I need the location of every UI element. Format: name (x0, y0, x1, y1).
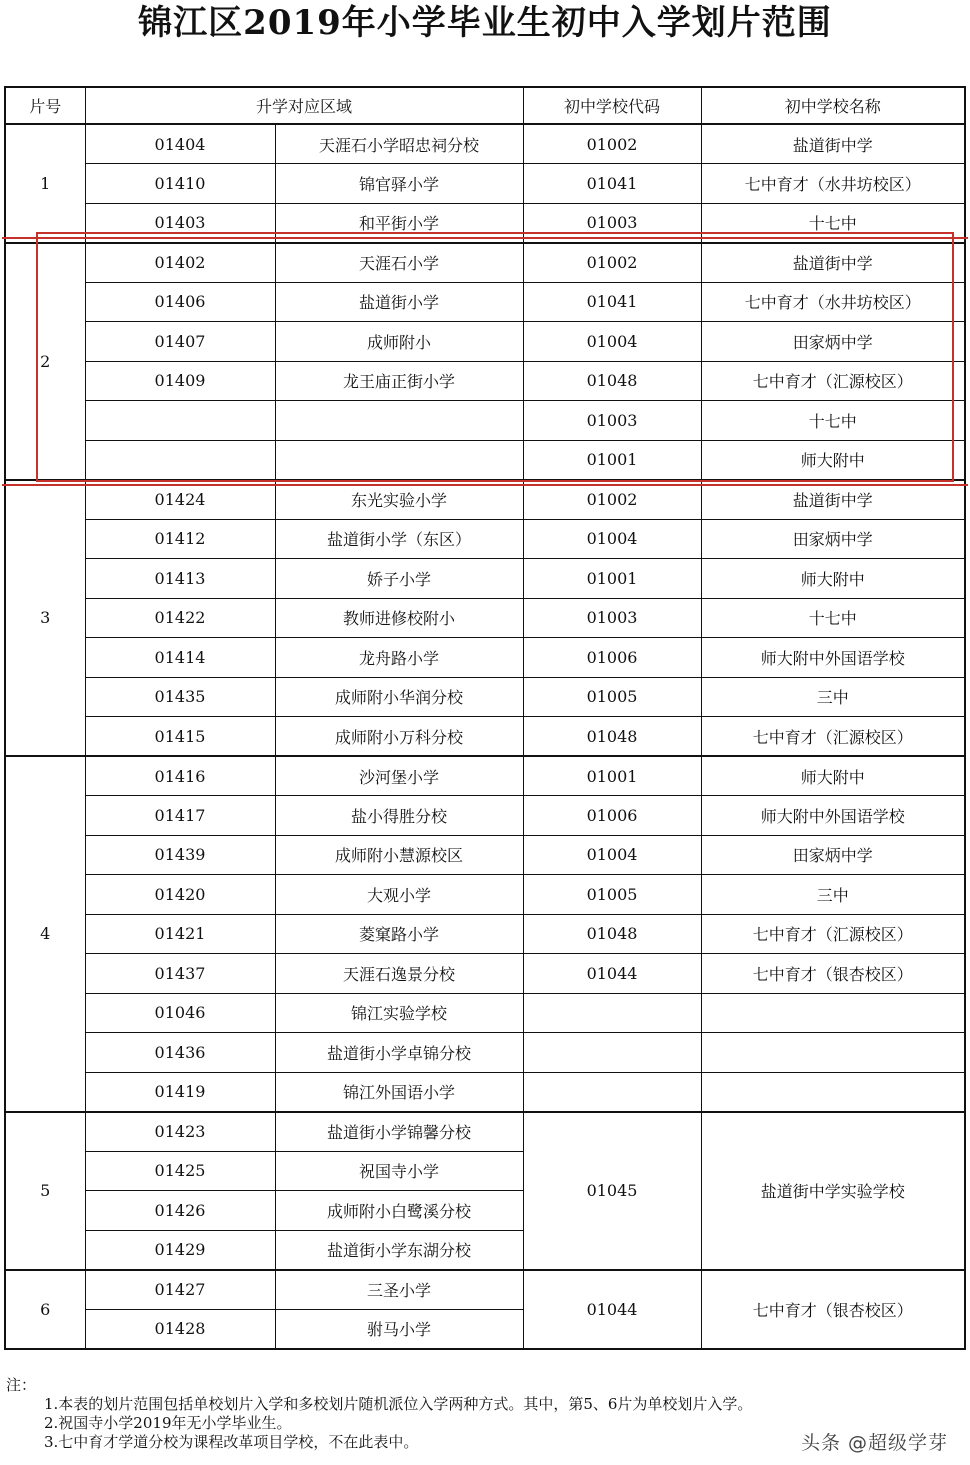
table-row (5, 1270, 965, 1310)
table-row (5, 835, 965, 875)
middle-school-name-cell: 田家炳中学 (701, 835, 965, 875)
middle-school-code-cell: 01001 (523, 756, 701, 796)
middle-school-name-cell: 盐道街中学 (701, 243, 965, 283)
note-item: 3.七中育才学道分校为课程改革项目学校，不在此表中。 (44, 1433, 419, 1451)
primary-code-cell: 01428 (85, 1309, 275, 1349)
primary-school-cell: 驸马小学 (275, 1309, 523, 1349)
middle-school-code-cell: 01005 (523, 875, 701, 915)
middle-school-code-cell (523, 1033, 701, 1073)
table-row (5, 1033, 965, 1073)
middle-school-name-cell: 盐道街中学 (701, 480, 965, 520)
primary-code-cell: 01416 (85, 756, 275, 796)
primary-school-cell: 成师附小慧源校区 (275, 835, 523, 875)
primary-school-cell: 教师进修校附小 (275, 598, 523, 638)
primary-school-cell: 菱窠路小学 (275, 914, 523, 954)
header-mid-name: 初中学校名称 (701, 87, 965, 124)
primary-code-cell: 01410 (85, 164, 275, 204)
primary-code-cell: 01406 (85, 282, 275, 322)
primary-code-cell (85, 401, 275, 441)
primary-code-cell: 01412 (85, 519, 275, 559)
primary-school-cell: 龙舟路小学 (275, 638, 523, 678)
middle-school-code-cell: 01003 (523, 203, 701, 243)
table-row (5, 717, 965, 757)
primary-code-cell: 01427 (85, 1270, 275, 1310)
zone-number-cell: 6 (5, 1270, 85, 1349)
primary-code-cell: 01415 (85, 717, 275, 757)
middle-school-name-cell: 盐道街中学 (701, 124, 965, 164)
table-row (5, 282, 965, 322)
notes-label: 注： (6, 1376, 37, 1394)
zone-number-cell: 4 (5, 756, 85, 1112)
watermark: 头条 @超级学芽 (800, 1432, 948, 1454)
primary-school-cell: 盐道街小学东湖分校 (275, 1230, 523, 1270)
middle-school-name-cell: 田家炳中学 (701, 322, 965, 362)
middle-school-name-cell: 十七中 (701, 401, 965, 441)
header-area: 升学对应区域 (85, 87, 523, 124)
primary-code-cell: 01436 (85, 1033, 275, 1073)
primary-code-cell: 01414 (85, 638, 275, 678)
middle-school-name-cell: 七中育才（汇源校区） (701, 361, 965, 401)
middle-school-name-cell: 七中育才（银杏校区） (701, 1270, 965, 1349)
primary-code-cell: 01409 (85, 361, 275, 401)
primary-code-cell (85, 440, 275, 480)
table-row (5, 164, 965, 204)
table-row (5, 638, 965, 678)
primary-school-cell: 盐道街小学锦馨分校 (275, 1112, 523, 1152)
primary-code-cell: 01437 (85, 954, 275, 994)
table-row (5, 243, 965, 283)
primary-code-cell: 01403 (85, 203, 275, 243)
primary-school-cell: 盐道街小学 (275, 282, 523, 322)
middle-school-code-cell (523, 1072, 701, 1112)
middle-school-name-cell: 师大附中外国语学校 (701, 796, 965, 836)
middle-school-code-cell: 01044 (523, 1270, 701, 1349)
table-row (5, 1072, 965, 1112)
middle-school-code-cell: 01001 (523, 440, 701, 480)
primary-school-cell: 祝国寺小学 (275, 1151, 523, 1191)
middle-school-name-cell: 七中育才（水井坊校区） (701, 164, 965, 204)
primary-school-cell: 成师附小 (275, 322, 523, 362)
table-row (5, 559, 965, 599)
primary-code-cell: 01424 (85, 480, 275, 520)
middle-school-name-cell: 三中 (701, 677, 965, 717)
primary-code-cell: 01422 (85, 598, 275, 638)
primary-school-cell: 大观小学 (275, 875, 523, 915)
middle-school-code-cell: 01005 (523, 677, 701, 717)
primary-code-cell: 01404 (85, 124, 275, 164)
middle-school-name-cell: 师大附中外国语学校 (701, 638, 965, 678)
middle-school-code-cell: 01001 (523, 559, 701, 599)
zone-number-cell: 3 (5, 480, 85, 757)
primary-school-cell: 三圣小学 (275, 1270, 523, 1310)
header-zone: 片号 (5, 87, 85, 124)
middle-school-name-cell: 七中育才（汇源校区） (701, 914, 965, 954)
primary-school-cell: 龙王庙正街小学 (275, 361, 523, 401)
primary-code-cell: 01426 (85, 1191, 275, 1231)
middle-school-name-cell: 师大附中 (701, 559, 965, 599)
primary-school-cell: 和平街小学 (275, 203, 523, 243)
primary-code-cell: 01421 (85, 914, 275, 954)
middle-school-name-cell: 师大附中 (701, 756, 965, 796)
primary-code-cell: 01407 (85, 322, 275, 362)
middle-school-name-cell: 七中育才（银杏校区） (701, 954, 965, 994)
table-body (5, 124, 965, 1349)
table-row (5, 519, 965, 559)
middle-school-code-cell: 01004 (523, 519, 701, 559)
primary-code-cell: 01435 (85, 677, 275, 717)
zone-number-cell: 2 (5, 243, 85, 480)
table-row (5, 993, 965, 1033)
zone-table (4, 86, 966, 1350)
primary-code-cell: 01402 (85, 243, 275, 283)
zone-number-cell: 1 (5, 124, 85, 243)
middle-school-name-cell: 七中育才（水井坊校区） (701, 282, 965, 322)
middle-school-name-cell (701, 1072, 965, 1112)
primary-school-cell: 天涯石小学 (275, 243, 523, 283)
middle-school-code-cell: 01006 (523, 638, 701, 678)
primary-school-cell: 沙河堡小学 (275, 756, 523, 796)
page-title: 锦江区2019年小学毕业生初中入学划片范围 (138, 3, 832, 43)
primary-code-cell: 01439 (85, 835, 275, 875)
middle-school-code-cell (523, 993, 701, 1033)
table-row (5, 875, 965, 915)
table-row (5, 401, 965, 441)
primary-code-cell: 01046 (85, 993, 275, 1033)
middle-school-name-cell: 盐道街中学实验学校 (701, 1112, 965, 1270)
middle-school-code-cell: 01048 (523, 361, 701, 401)
note-item: 1.本表的划片范围包括单校划片入学和多校划片随机派位入学两种方式。其中，第5、6片为单校划片入学。 (44, 1395, 753, 1413)
primary-code-cell: 01419 (85, 1072, 275, 1112)
middle-school-code-cell: 01002 (523, 124, 701, 164)
primary-code-cell: 01413 (85, 559, 275, 599)
middle-school-code-cell: 01045 (523, 1112, 701, 1270)
middle-school-code-cell: 01003 (523, 598, 701, 638)
middle-school-code-cell: 01004 (523, 835, 701, 875)
middle-school-code-cell: 01004 (523, 322, 701, 362)
table-row (5, 1112, 965, 1152)
middle-school-code-cell: 01002 (523, 480, 701, 520)
middle-school-code-cell: 01041 (523, 282, 701, 322)
middle-school-name-cell: 师大附中 (701, 440, 965, 480)
primary-school-cell: 成师附小白鹭溪分校 (275, 1191, 523, 1231)
table-row (5, 756, 965, 796)
note-item: 2.祝国寺小学2019年无小学毕业生。 (44, 1414, 292, 1432)
table-header-row (5, 87, 965, 124)
table-row (5, 124, 965, 164)
middle-school-name-cell: 十七中 (701, 598, 965, 638)
zone-number-cell: 5 (5, 1112, 85, 1270)
middle-school-code-cell: 01048 (523, 914, 701, 954)
primary-school-cell: 天涯石小学昭忠祠分校 (275, 124, 523, 164)
table-row (5, 677, 965, 717)
middle-school-name-cell (701, 1033, 965, 1073)
primary-school-cell (275, 401, 523, 441)
primary-school-cell: 成师附小万科分校 (275, 717, 523, 757)
middle-school-name-cell: 七中育才（汇源校区） (701, 717, 965, 757)
table-row (5, 598, 965, 638)
middle-school-code-cell: 01006 (523, 796, 701, 836)
table-row (5, 322, 965, 362)
middle-school-code-cell: 01002 (523, 243, 701, 283)
table-row (5, 203, 965, 243)
primary-code-cell: 01425 (85, 1151, 275, 1191)
table-row (5, 480, 965, 520)
middle-school-code-cell: 01048 (523, 717, 701, 757)
primary-school-cell: 盐道街小学卓锦分校 (275, 1033, 523, 1073)
middle-school-name-cell: 田家炳中学 (701, 519, 965, 559)
primary-code-cell: 01420 (85, 875, 275, 915)
middle-school-code-cell: 01003 (523, 401, 701, 441)
middle-school-name-cell (701, 993, 965, 1033)
primary-school-cell: 盐小得胜分校 (275, 796, 523, 836)
primary-school-cell: 锦官驿小学 (275, 164, 523, 204)
primary-school-cell: 盐道街小学（东区） (275, 519, 523, 559)
table-row (5, 796, 965, 836)
table-row (5, 914, 965, 954)
middle-school-code-cell: 01044 (523, 954, 701, 994)
primary-school-cell: 成师附小华润分校 (275, 677, 523, 717)
primary-school-cell: 锦江实验学校 (275, 993, 523, 1033)
primary-school-cell: 锦江外国语小学 (275, 1072, 523, 1112)
primary-school-cell: 东光实验小学 (275, 480, 523, 520)
header-mid-code: 初中学校代码 (523, 87, 701, 124)
middle-school-name-cell: 三中 (701, 875, 965, 915)
table-row (5, 361, 965, 401)
primary-code-cell: 01429 (85, 1230, 275, 1270)
primary-code-cell: 01417 (85, 796, 275, 836)
middle-school-name-cell: 十七中 (701, 203, 965, 243)
primary-school-cell: 天涯石逸景分校 (275, 954, 523, 994)
primary-school-cell: 娇子小学 (275, 559, 523, 599)
primary-code-cell: 01423 (85, 1112, 275, 1152)
table-row (5, 440, 965, 480)
table-row (5, 954, 965, 994)
middle-school-code-cell: 01041 (523, 164, 701, 204)
primary-school-cell (275, 440, 523, 480)
